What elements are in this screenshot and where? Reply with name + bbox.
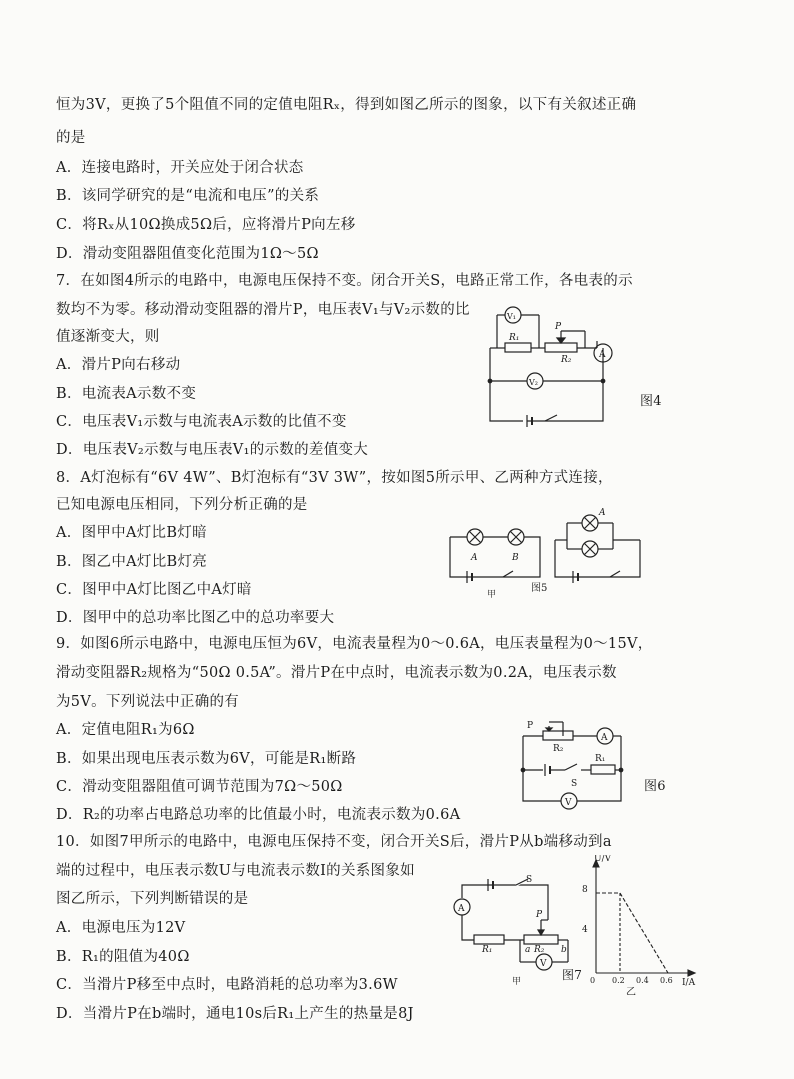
fig6-p-label: P <box>527 721 534 731</box>
fig5-lamp-a: A <box>471 553 478 563</box>
figure-4-circuit <box>485 303 635 428</box>
figure-6-circuit <box>515 718 640 813</box>
q7-line1: 7．在如图4所示的电路中，电源电压保持不变。闭合开关S，电路正常工作，各电表的示 <box>56 273 633 289</box>
q10-line2: 端的过程中，电压表示数U与电流表示数I的关系图象如 <box>56 863 415 879</box>
fig6-r1-label: R₁ <box>595 754 606 764</box>
q8-line2: 已知电源电压相同，下列分析正确的是 <box>56 497 308 513</box>
q10-option-a: A．电源电压为12V <box>56 920 186 936</box>
figure-6-label: 图6 <box>644 779 666 794</box>
fig4-r2-label: R₂ <box>561 355 572 365</box>
q9-option-d: D．R₂的功率占电路总功率的比值最小时，电流表示数为0.6A <box>56 807 461 823</box>
fig4-v2-label: V₂ <box>529 378 538 387</box>
fig6-voltmeter-label: V <box>565 798 572 808</box>
fig4-r1-label: R₁ <box>509 333 520 343</box>
fig7-jia-label: 甲 <box>512 977 522 987</box>
fig6-ammeter-label: A <box>601 733 608 743</box>
fig6-r2-label: R₂ <box>553 744 564 754</box>
fig7-end-b-label: b <box>561 945 567 955</box>
graph-xlabel: I/A <box>682 978 696 988</box>
q6-line2: 的是 <box>56 130 86 146</box>
q8-option-b: B．图乙中A灯比B灯亮 <box>56 554 208 570</box>
q7-line3: 值逐渐变大，则 <box>56 329 160 345</box>
graph-ylabel: U/V <box>594 855 612 864</box>
fig5-label: 图5 <box>531 583 548 594</box>
fig7-s-label: S <box>526 875 533 885</box>
q6-option-a: A．连接电路时，开关应处于闭合状态 <box>56 160 304 176</box>
graph-data-line <box>596 893 668 973</box>
graph-xtick-0.2: 0.2 <box>612 976 625 985</box>
figure-5-circuits <box>445 505 645 600</box>
q9-option-c: C．滑动变阻器阻值可调节范围为7Ω～50Ω <box>56 779 343 795</box>
figure-7-label: 图7 <box>562 968 583 982</box>
fig7-r1-label: R₁ <box>482 945 493 955</box>
q9-line1: 9．如图6所示电路中，电源电压恒为6V，电流表量程为0～0.6A，电压表量程为0～15V， <box>56 636 653 652</box>
q6-option-c: C．将Rₓ从10Ω换成5Ω后，应将滑片P向左移 <box>56 217 356 233</box>
figure-7-graph <box>578 855 698 995</box>
graph-yi-label: 乙 <box>626 987 636 995</box>
q6-option-d: D．滑动变阻器阻值变化范围为1Ω～5Ω <box>56 246 319 262</box>
q10-option-c: C．当滑片P移至中点时，电路消耗的总功率为3.6W <box>56 977 398 993</box>
graph-xtick-0.6: 0.6 <box>660 976 673 985</box>
q8-option-a: A．图甲中A灯比B灯暗 <box>56 525 207 541</box>
graph-ytick-4: 4 <box>582 925 588 935</box>
fig7-ammeter-label: A <box>458 904 465 914</box>
graph-xtick-0: 0 <box>590 976 596 985</box>
q7-option-a: A．滑片P向右移动 <box>56 357 181 373</box>
q9-line3: 为5V。下列说法中正确的有 <box>56 694 240 710</box>
figure-7-circuit <box>444 870 574 995</box>
q8-line1: 8．A灯泡标有“6V 4W”、B灯泡标有“3V 3W”，按如图5所示甲、乙两种方式连接， <box>56 470 613 486</box>
fig7-p-label: P <box>536 910 543 920</box>
q10-line1: 10．如图7甲所示的电路中，电源电压保持不变，闭合开关S后，滑片P从b端移动到a <box>56 834 612 850</box>
q7-option-c: C．电压表V₁示数与电流表A示数的比值不变 <box>56 414 347 430</box>
graph-x-arrow <box>688 970 695 976</box>
q7-option-d: D．电压表V₂示数与电压表V₁的示数的差值变大 <box>56 442 369 458</box>
q9-option-b: B．如果出现电压表示数为6V，可能是R₁断路 <box>56 751 357 767</box>
fig7-r2-label: R₂ <box>534 945 545 955</box>
q9-line2: 滑动变阻器R₂规格为“50Ω 0.5A”。滑片P在中点时，电流表示数为0.2A，电压表示数 <box>56 665 617 681</box>
fig6-s-label: S <box>571 779 578 789</box>
graph-xtick-0.4: 0.4 <box>636 976 649 985</box>
fig7-end-a-label: a <box>525 945 531 955</box>
q10-option-d: D．当滑片P在b端时，通电10s后R₁上产生的热量是8J <box>56 1006 414 1022</box>
figure-4-label: 图4 <box>640 394 662 409</box>
q10-line3: 图乙所示，下列判断错误的是 <box>56 891 249 907</box>
q7-option-b: B．电流表A示数不变 <box>56 386 197 402</box>
q9-option-a: A．定值电阻R₁为6Ω <box>56 722 195 738</box>
fig4-v1-label: V₁ <box>507 312 516 321</box>
q6-line1: 恒为3V，更换了5个阻值不同的定值电阻Rₓ，得到如图乙所示的图象，以下有关叙述正确 <box>56 97 637 113</box>
fig4-p-label: P <box>555 322 562 332</box>
q8-option-d: D．图甲中的总功率比图乙中的总功率要大 <box>56 610 335 626</box>
fig7-voltmeter-label: V <box>540 959 547 969</box>
q8-option-c: C．图甲中A灯比图乙中A灯暗 <box>56 582 252 598</box>
q7-line2: 数均不为零。移动滑动变阻器的滑片P，电压表V₁与V₂示数的比 <box>56 302 470 318</box>
q10-option-b: B．R₁的阻值为40Ω <box>56 949 190 965</box>
fig5-lamp-b: B <box>512 553 519 563</box>
fig5-jia-label: 甲 <box>487 590 497 600</box>
fig4-ammeter-label: A <box>599 350 606 360</box>
fig5-lamp-a2: A <box>599 508 606 518</box>
q6-option-b: B．该同学研究的是“电流和电压”的关系 <box>56 188 320 204</box>
graph-ytick-8: 8 <box>582 885 588 895</box>
